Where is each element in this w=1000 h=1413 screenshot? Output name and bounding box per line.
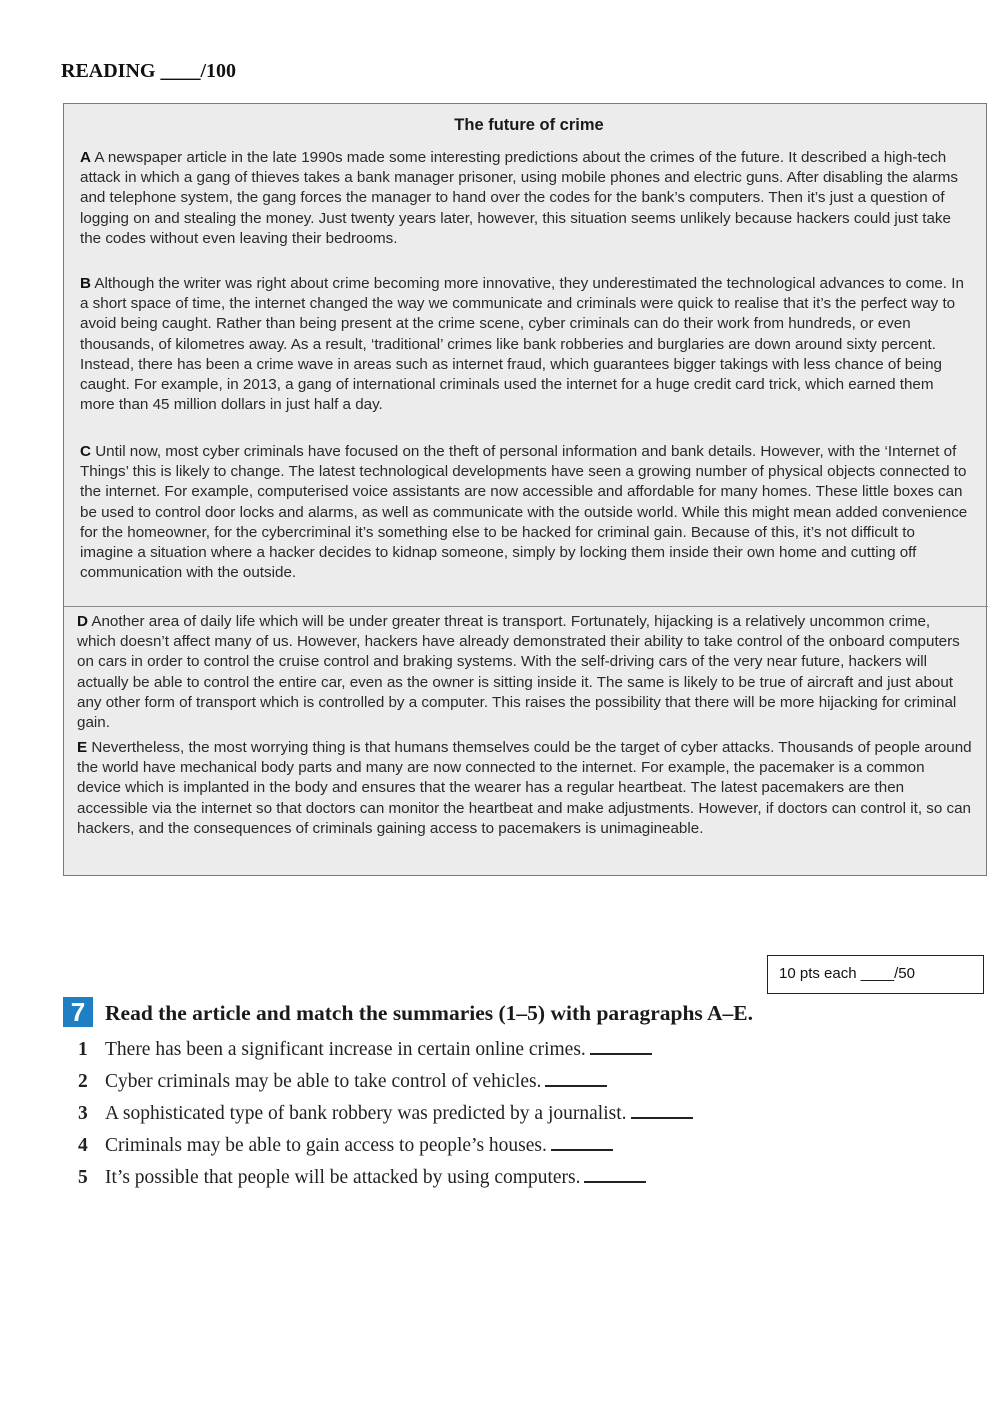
paragraph-text: Another area of daily life which will be under greater threat is transport. Fortunately, hijacking is a relatively uncommon crime, which doesn’t affect many of us. However, hackers have already demonstrated their ability to take control of the onboard computers on cars in order to control the cruise control and braking systems. With the self-driving cars of the very near future, hackers will actually be able to control the entire car, even as the owner is sitting inside it. The same is likely to be true of aircraft and just about any other form of transport which is controlled by a computer. This raises the possibility that there will be more hijacking for criminal gain. bbox=[77, 613, 960, 732]
summary-item-4 bbox=[78, 1131, 613, 1157]
answer-blank[interactable] bbox=[631, 1099, 693, 1119]
item-text: It’s possible that people will be attacked by using computers. bbox=[105, 1167, 581, 1188]
article-box bbox=[63, 103, 987, 876]
paragraph-c bbox=[80, 442, 972, 583]
paragraph-e bbox=[77, 738, 972, 839]
summary-item-2 bbox=[78, 1067, 607, 1093]
paragraph-letter: C bbox=[80, 443, 91, 460]
page-heading: READING ____/100 bbox=[61, 60, 237, 82]
paragraph-text: Although the writer was right about crime becoming more innovative, they underestimated the technological advances to come. In a short space of time, the internet changed the way we communicate and criminals were quick to realise that it’s the perfect way to avoid being caught. Rather than being present at the crime scene, cyber criminals can do their work from hundreds, or even thousands, of kilometres away. As a result, ‘traditional’ crimes like bank robberies and burglaries are down around sixty percent. Instead, there has been a crime wave in areas such as internet fraud, which guarantees bigger takings with less chance of being caught. For example, in 2013, a gang of international criminals used the internet for a huge credit card trick, which earned them more than 45 million dollars in just half a day. bbox=[80, 275, 964, 414]
answer-blank[interactable] bbox=[584, 1163, 646, 1183]
item-text: Cyber criminals may be able to take control of vehicles. bbox=[105, 1071, 542, 1092]
exercise-instruction: Read the article and match the summaries (1–5) with paragraphs A–E. bbox=[105, 1001, 753, 1025]
paragraph-b bbox=[80, 274, 972, 415]
paragraph-letter: A bbox=[80, 149, 91, 166]
item-text: Criminals may be able to gain access to people’s houses. bbox=[105, 1135, 547, 1156]
answer-blank[interactable] bbox=[545, 1067, 607, 1087]
item-number: 2 bbox=[78, 1071, 88, 1092]
points-box: 10 pts each ____/50 bbox=[767, 955, 984, 994]
summary-item-5 bbox=[78, 1163, 646, 1189]
item-number: 3 bbox=[78, 1103, 88, 1124]
item-text: There has been a significant increase in certain online crimes. bbox=[105, 1039, 586, 1060]
item-text: A sophisticated type of bank robbery was predicted by a journalist. bbox=[105, 1103, 627, 1124]
item-number: 4 bbox=[78, 1135, 88, 1156]
summary-item-3 bbox=[78, 1099, 693, 1125]
article-title: The future of crime bbox=[454, 116, 604, 134]
exercise-number-badge: 7 bbox=[63, 997, 93, 1027]
summary-item-1 bbox=[78, 1035, 652, 1061]
paragraph-text: Nevertheless, the most worrying thing is that humans themselves could be the target of cyber attacks. Thousands of people around the world have mechanical body parts and many are now connected to the internet. For example, the pacemaker is a common device which is implanted in the body and ensures that the wearer has a regular heartbeat. The latest pacemakers are then accessible via the internet so that doctors can monitor the heartbeat and make adjustments. However, if doctors can control it, so can hackers, and the consequences of criminals gaining access to pacemakers is unimagineable. bbox=[77, 739, 972, 837]
item-number: 1 bbox=[78, 1039, 88, 1060]
paragraph-d bbox=[77, 612, 972, 733]
paragraph-letter: B bbox=[80, 275, 91, 292]
answer-blank[interactable] bbox=[590, 1035, 652, 1055]
answer-blank[interactable] bbox=[551, 1131, 613, 1151]
paragraph-text: A newspaper article in the late 1990s made some interesting predictions about the crimes of the future. It described a high-tech attack in which a gang of thieves takes a bank manager prisoner, using mobile phones and electric guns. After disabling the alarms and telephone system, the gang forces the manager to hand over the codes for the bank’s computers. Then it’s just a question of logging on and stealing the money. Just twenty years later, however, this situation seems unlikely because hackers could just take the codes without even leaving their bedrooms. bbox=[80, 149, 959, 247]
paragraph-letter: D bbox=[77, 613, 88, 630]
paragraph-letter: E bbox=[77, 739, 88, 756]
paragraph-a bbox=[80, 148, 972, 249]
section-divider bbox=[64, 606, 988, 607]
item-number: 5 bbox=[78, 1167, 88, 1188]
paragraph-text: Until now, most cyber criminals have focused on the theft of personal information and bank details. However, with the ‘Internet of Things’ this is likely to change. The latest technological developments have seen a growing number of physical objects connected to the internet. For example, computerised voice assistants are now accessible and affordable for many homes. These little boxes can be used to control door locks and alarms, as well as communicate with the outside world. While this might mean added convenience for the homeowner, for the cybercriminal it’s something else to be hacked for criminal gain. Because of this, it’s not difficult to imagine a situation where a hacker decides to kidnap someone, simply by locking them inside their own home and cutting off communication with the outside. bbox=[80, 443, 968, 582]
